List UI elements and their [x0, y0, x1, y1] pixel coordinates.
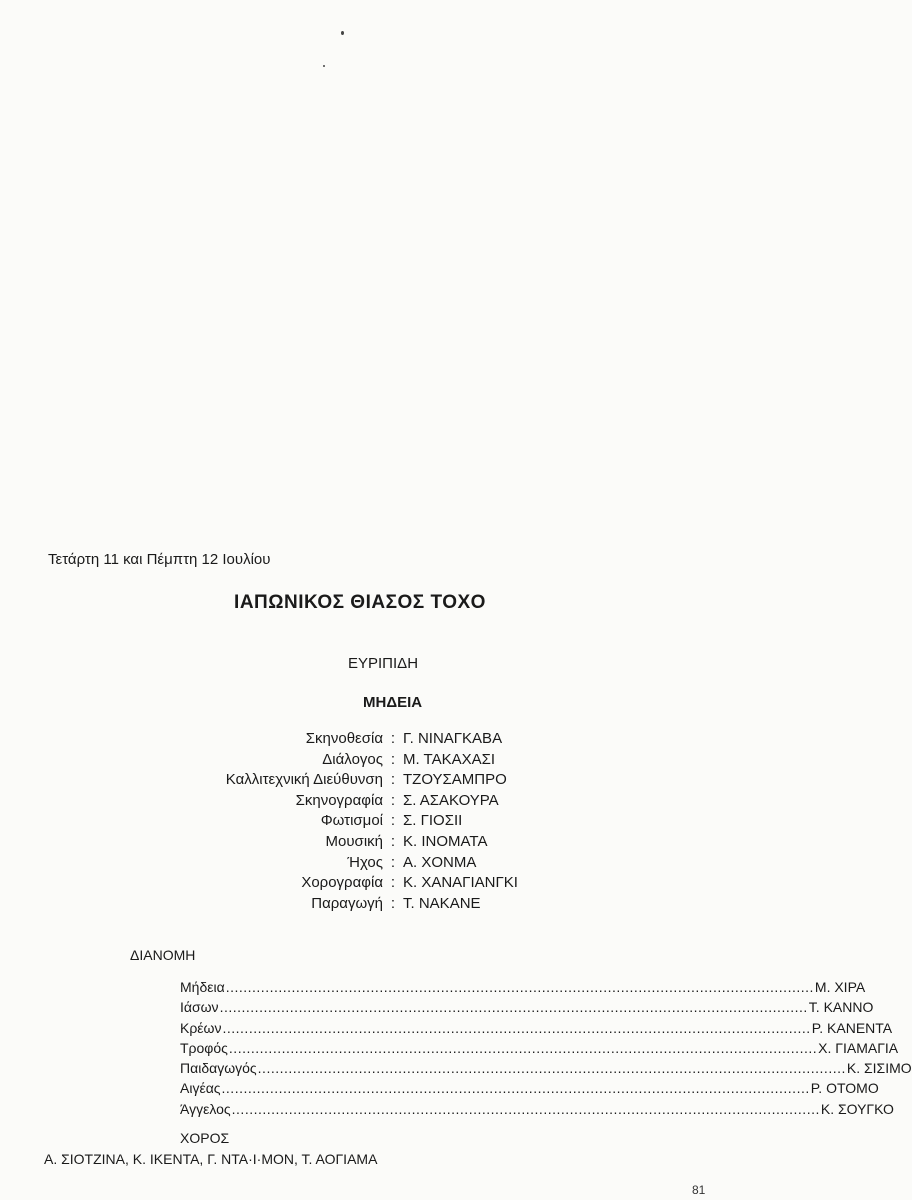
leader-dots: ......................................................................................................................................: [221, 1080, 810, 1097]
credit-name: Μ. ΤΑΚΑΧΑΣΙ: [403, 750, 496, 768]
credit-name: Σ. ΓΙΟΣΙΙ: [403, 812, 463, 830]
credit-row: [150, 894, 570, 915]
credit-role: Παραγωγή: [311, 894, 383, 912]
credit-role: Καλλιτεχνική Διεύθυνση: [225, 771, 383, 789]
leader-dots: ......................................................................................................................................: [231, 1100, 820, 1117]
cast-actor: Μ. ΧΙΡΑ: [814, 979, 866, 995]
cast-actor: Τ. ΚΑΝΝΟ: [808, 999, 874, 1016]
credit-row: [150, 873, 570, 894]
credit-name: ΤΖΟΥΣΑΜΠΡΟ: [403, 771, 507, 789]
cast-row: [180, 1058, 912, 1078]
cast-role: Τροφός: [180, 1039, 228, 1056]
credit-role: Φωτισμοί: [320, 812, 383, 830]
credit-role: Μουσική: [325, 832, 383, 850]
cast-role: Αιγέας: [180, 1080, 221, 1097]
chorus-members: Α. ΣΙΟΤΖΙΝΑ, Κ. ΙΚΕΝΤΑ, Γ. ΝΤΑ·Ι·ΜΟΝ, Τ. ΑΟΓΙΑΜΑ: [44, 1151, 378, 1167]
credit-separator: :: [390, 730, 396, 747]
leader-dots: ......................................................................................................................................: [222, 1019, 811, 1036]
credit-role: Σκηνογραφία: [295, 791, 383, 809]
cast-role: Ιάσων: [180, 999, 219, 1016]
credit-name: Σ. ΑΣΑΚΟΥΡΑ: [403, 791, 499, 809]
credit-name: Τ. ΝΑΚΑΝΕ: [403, 894, 481, 912]
leader-dots: ......................................................................................................................................: [225, 979, 814, 995]
credit-separator: :: [390, 771, 396, 789]
leader-dots: ......................................................................................................................................: [219, 999, 808, 1016]
credit-separator: :: [390, 750, 396, 768]
credit-row: [150, 729, 570, 750]
cast-actor: Κ. ΣΟΥΓΚΟ: [820, 1100, 894, 1117]
cast-row: [180, 1018, 893, 1038]
cast-actor: Ρ. ΟΤΟΜΟ: [810, 1080, 879, 1097]
credits-list: [150, 729, 570, 914]
credit-role: Διάλογος: [322, 750, 383, 768]
credit-separator: :: [390, 874, 396, 892]
cast-row: [180, 1078, 879, 1098]
credit-separator: :: [390, 853, 396, 871]
chorus-heading: ΧΟΡΟΣ: [180, 1130, 230, 1146]
cast-list: [180, 977, 912, 1119]
credit-row: [150, 853, 570, 874]
credit-name: Α. ΧΟΝΜΑ: [403, 853, 477, 871]
cast-actor: Κ. ΣΙΣΙΜΟ: [846, 1060, 912, 1077]
credit-separator: :: [390, 894, 396, 912]
page-number: 81: [692, 1183, 706, 1197]
performance-dates: Τετάρτη 11 και Πέμπτη 12 Ιουλίου: [48, 551, 271, 568]
cast-row: [180, 977, 866, 997]
cast-role: Κρέων: [180, 1019, 222, 1036]
credit-role: Σκηνοθεσία: [305, 730, 383, 747]
ink-speck: [323, 65, 325, 67]
credit-separator: :: [390, 832, 396, 850]
credit-role: Ήχος: [347, 853, 383, 871]
credit-row: [150, 811, 570, 832]
play-title: ΜΗΔΕΙΑ: [363, 694, 423, 711]
cast-row: [180, 1099, 894, 1119]
cast-role: Άγγελος: [180, 1100, 231, 1117]
ink-speck: [341, 31, 344, 35]
company-title: ΙΑΠΩΝΙΚΟΣ ΘΙΑΣΟΣ ΤΟΧΟ: [234, 592, 486, 613]
credit-row: [150, 791, 570, 812]
credit-separator: :: [390, 791, 396, 809]
cast-row: [180, 997, 874, 1017]
cast-role: Μήδεια: [180, 979, 225, 995]
credit-row: [150, 750, 570, 771]
credit-row: [150, 770, 570, 791]
cast-actor: Χ. ΓΙΑΜΑΓΙΑ: [818, 1039, 899, 1056]
cast-heading: ΔΙΑΝΟΜΗ: [130, 947, 196, 963]
cast-actor: Ρ. ΚΑΝΕΝΤΑ: [811, 1019, 893, 1036]
credit-name: Γ. ΝΙΝΑΓΚΑΒΑ: [403, 730, 503, 747]
author-name: ΕΥΡΙΠΙΔΗ: [348, 655, 419, 672]
cast-row: [180, 1038, 899, 1058]
leader-dots: ......................................................................................................................................: [228, 1039, 818, 1056]
credit-role: Χορογραφία: [301, 874, 383, 892]
credit-name: Κ. ΧΑΝΑΓΙΑΝΓΚΙ: [403, 874, 518, 892]
cast-role: Παιδαγωγός: [180, 1060, 257, 1077]
credit-separator: :: [390, 812, 396, 830]
credit-row: [150, 832, 570, 853]
leader-dots: ......................................................................................................................................: [257, 1060, 846, 1077]
credit-name: Κ. ΙΝΟΜΑΤΑ: [403, 832, 488, 850]
